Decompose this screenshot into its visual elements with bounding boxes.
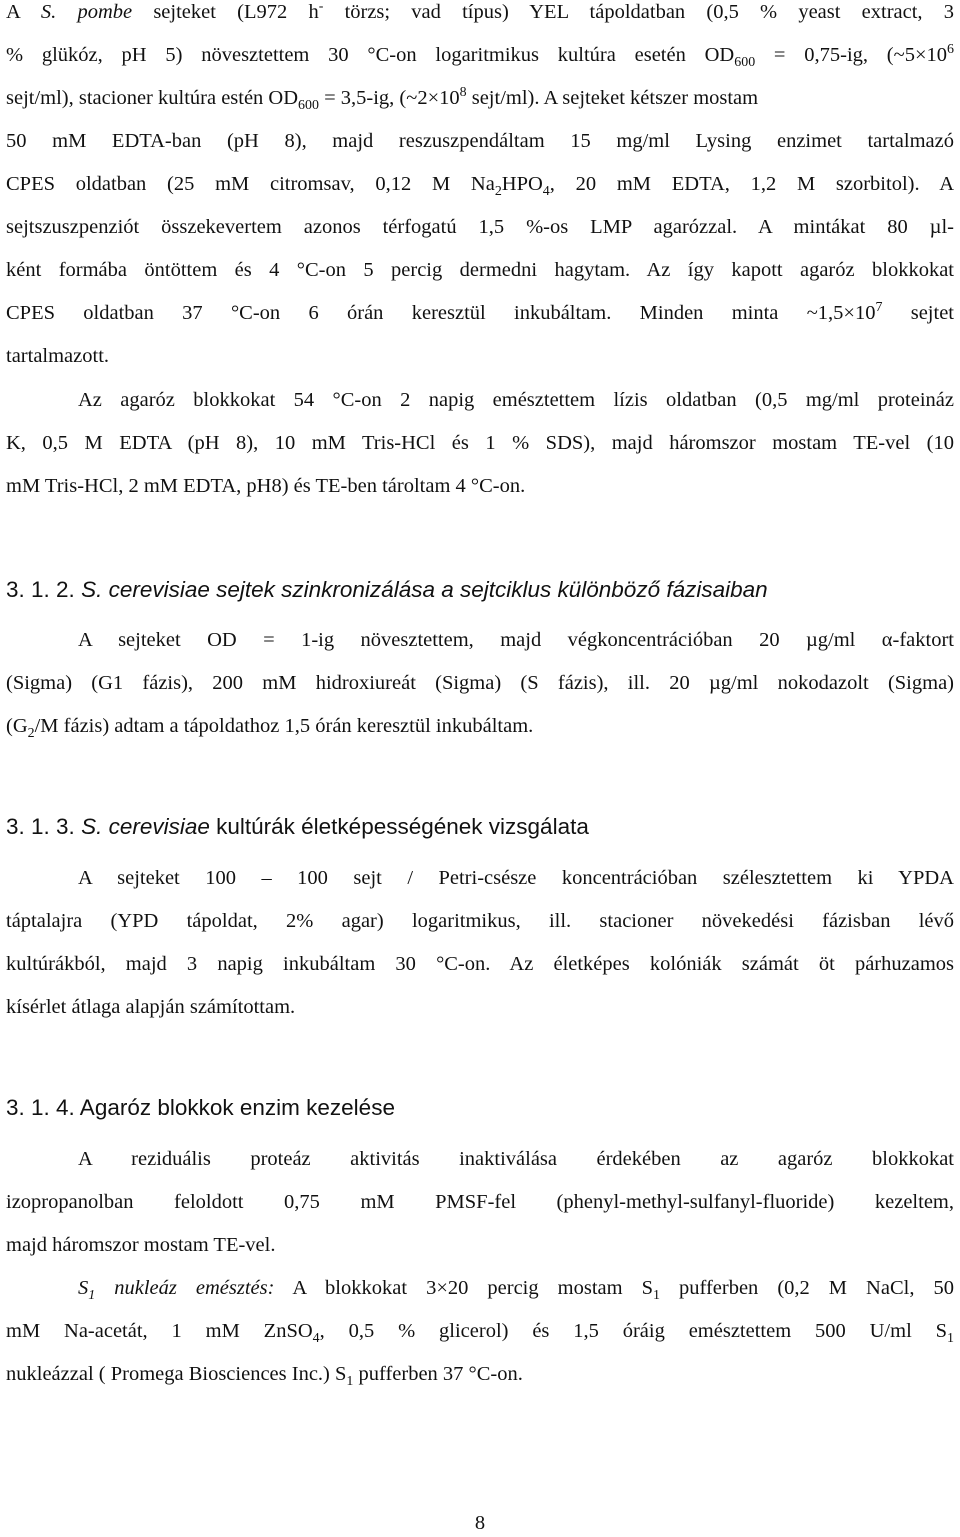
text-line: Az agaróz blokkokat 54 °C-on 2 napig emésztettem lízis oldatban (0,5 mg/ml proteináz [78, 389, 954, 411]
text-line: (Sigma) (G1 fázis), 200 mM hidroxiureát (Sigma) (S fázis), ill. 20 µg/ml nokodazolt (Sigma) [6, 672, 954, 694]
text-line: táptalajra (YPD tápoldat, 2% agar) logaritmikus, ill. stacioner növekedési fázisban lévő [6, 910, 954, 932]
text-line: ($G_2/M$ fázis) adtam a tápoldathoz 1,5 órán keresztül inkubáltam. [6, 715, 534, 742]
text-line: K, 0,5 M EDTA (pH 8), 10 mM Tris-HCl és 1 % SDS), majd háromszor mostam TE-vel (10 [6, 432, 954, 454]
text-line: mM Na-acetát, 1 mM ZnSO$_4$, 0,5 % glicerol) és 1,5 óráig emésztettem 500 U/ml $S_1$ [6, 1320, 954, 1347]
text-line: sejt/ml), stacioner kultúra estén $OD_{600} = 3,5-ig$, ($\sim 2\times 10^8$ sejt/ml). A sejteket kétszer mostam [6, 85, 759, 114]
section-heading-3-1-2: 3. 1. 2. S. cerevisiae sejtek szinkronizálása a sejtciklus különböző fázisaiban [6, 577, 768, 602]
text-line: % glükóz, pH 5) növesztettem 30 °C-on logaritmikus kultúra esetén $OD_{600} = 0,75-ig$, ($\sim 5\times 10^6$ [6, 42, 955, 71]
text-line: kísérlet átlaga alapján számítottam. [6, 996, 296, 1018]
section-heading-3-1-4: 3. 1. 4. Agaróz blokkok enzim kezelése [6, 1095, 395, 1120]
paragraph-viability [6, 857, 954, 1029]
paragraph-s1-nuclease [6, 1267, 954, 1396]
page-number: 8 [474, 1512, 486, 1534]
paragraph-agarose-digestion [6, 379, 954, 508]
text-line: CPES oldatban 37 °C-on 6 órán keresztül inkubáltam. Minden minta $\sim 1,5\times 10^7$ sejtet [6, 300, 954, 324]
text-line: A sejteket OD = 1-ig növesztettem, majd végkoncentrációban 20 µg/ml α-faktort [78, 629, 954, 651]
text-line: $S_1$ nukleáz emésztés: A blokkokat 3×20 percig mostam $S_1$ pufferben (0,2 M NaCl, 50 [78, 1277, 954, 1304]
text-line: 50 mM EDTA-ban (pH 8), majd reszuszpendáltam 15 mg/ml Lysing enzimet tartalmazó [6, 130, 954, 152]
text-line: mM Tris-HCl, 2 mM EDTA, pH8) és TE-ben tároltam 4 °C-on. [6, 475, 526, 497]
text-line: tartalmazott. [6, 345, 110, 367]
text-line: sejtszuszpenziót összekevertem azonos térfogatú 1,5 %-os LMP agarózzal. A mintákat 80 µl- [6, 216, 954, 238]
paragraph-spombe-culture [6, 0, 954, 378]
text-line: kultúrákból, majd 3 napig inkubáltam 30 °C-on. Az életképes kolóniák számát öt párhuzamos [6, 953, 954, 975]
paragraph-synchronization [6, 619, 954, 748]
text-line: A reziduális proteáz aktivitás inaktiválása érdekében az agaróz blokkokat [78, 1148, 954, 1170]
text-line: A sejteket 100 – 100 sejt / Petri-csésze koncentrációban szélesztettem ki YPDA [78, 867, 954, 889]
text-line: nukleázzal ( Promega Biosciences Inc.) $S_1$ pufferben 37 °C-on. [6, 1363, 523, 1390]
paragraph-enzyme-treatment [6, 1138, 954, 1267]
text-line: izopropanolban feloldott 0,75 mM PMSF-fel (phenyl-methyl-sulfanyl-fluoride) kezeltem, [6, 1191, 954, 1213]
text-line: CPES oldatban (25 mM citromsav, 0,12 M $Na_2HPO_4$, 20 mM EDTA, 1,2 M szorbitol). A [6, 173, 954, 200]
section-heading-3-1-3: 3. 1. 3. S. cerevisiae kultúrák életképességének vizsgálata [6, 814, 589, 839]
text-line: A S. pombe sejteket (L972 h- törzs; vad típus) YEL tápoldatban (0,5 % yeast extract, 3 [6, 0, 954, 23]
text-line: majd háromszor mostam TE-vel. [6, 1234, 276, 1256]
text-line: ként formába öntöttem és 4 °C-on 5 percig dermedni hagytam. Az így kapott agaróz blokkokat [6, 259, 954, 281]
